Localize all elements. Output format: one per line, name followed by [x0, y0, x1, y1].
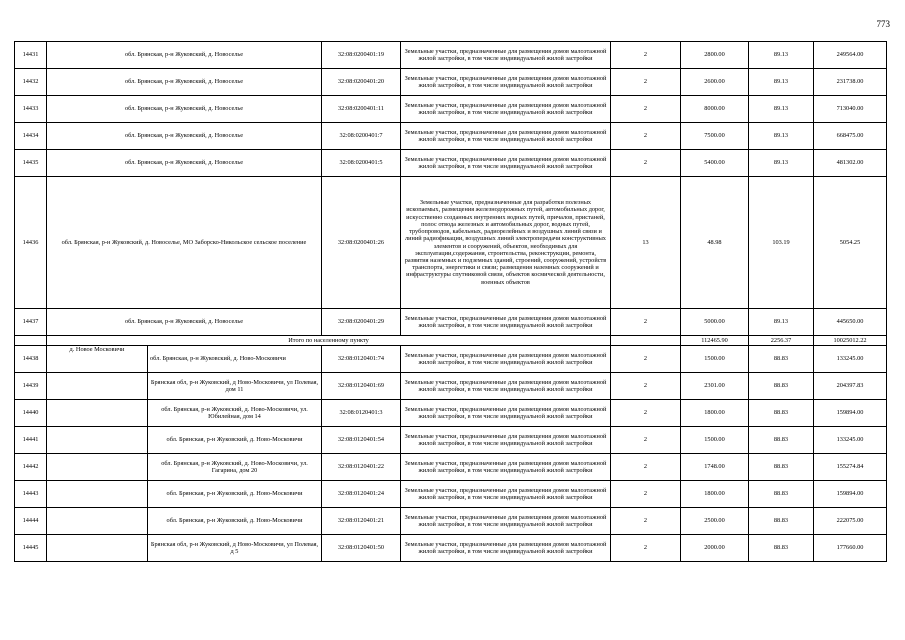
land-use-description: Земельные участки, предназначенные для размещения домов малоэтажной жилой застройки, в том числе индивидуальной жилой застройки [401, 427, 611, 454]
cadastral-value: 159894.00 [814, 400, 887, 427]
land-use-description: Земельные участки, предназначенные для размещения домов малоэтажной жилой застройки, в том числе индивидуальной жилой застройки [401, 96, 611, 123]
area-value: 1800.00 [681, 481, 749, 508]
rate-value: 88.83 [749, 427, 814, 454]
group-number: 2 [611, 481, 681, 508]
locality-blank-cell [47, 454, 148, 481]
table-row [15, 346, 887, 373]
address-cell: обл. Брянская, р-н Жуковский, д. Новоселье [47, 150, 322, 177]
row-number: 14440 [15, 400, 47, 427]
table-row [15, 69, 887, 96]
cadastral-value: 133245.00 [814, 346, 887, 373]
group-number: 2 [611, 309, 681, 336]
cadastral-value: 249564.00 [814, 42, 887, 69]
row-number: 14437 [15, 309, 47, 336]
row-number: 14444 [15, 508, 47, 535]
land-register-table [14, 41, 887, 562]
area-value: 8000.00 [681, 96, 749, 123]
area-value: 2301.00 [681, 373, 749, 400]
locality-blank-cell [47, 427, 148, 454]
total-area: 112465.90 [681, 336, 749, 346]
group-number: 2 [611, 150, 681, 177]
land-use-description: Земельные участки, предназначенные для размещения домов малоэтажной жилой застройки, в том числе индивидуальной жилой застройки [401, 150, 611, 177]
total-row [15, 336, 887, 346]
group-number: 2 [611, 373, 681, 400]
area-value: 5000.00 [681, 309, 749, 336]
cadastral-value: 133245.00 [814, 427, 887, 454]
locality-blank-cell [47, 508, 148, 535]
table-row [15, 42, 887, 69]
cadastral-value: 481302.00 [814, 150, 887, 177]
table-row [15, 535, 887, 562]
group-number: 2 [611, 454, 681, 481]
row-number: 14436 [15, 177, 47, 309]
land-use-description: Земельные участки, предназначенные для размещения домов малоэтажной жилой застройки, в том числе индивидуальной жилой застройки [401, 123, 611, 150]
locality-blank-cell [47, 535, 148, 562]
cadastral-value: 231738.00 [814, 69, 887, 96]
table-row [15, 177, 887, 309]
cadastral-value: 445650.00 [814, 309, 887, 336]
rate-value: 88.83 [749, 346, 814, 373]
rate-value: 88.83 [749, 454, 814, 481]
group-number: 2 [611, 427, 681, 454]
total-blank-cell [15, 336, 47, 346]
group-number: 13 [611, 177, 681, 309]
table-row [15, 454, 887, 481]
address-cell: обл. Брянская, р-н Жуковский, д. Ново-Московичи [148, 508, 322, 535]
land-use-description: Земельные участки, предназначенные для размещения домов малоэтажной жилой застройки, в том числе индивидуальной жилой застройки [401, 346, 611, 373]
rate-value: 89.13 [749, 309, 814, 336]
table-row [15, 96, 887, 123]
row-number: 14442 [15, 454, 47, 481]
address-cell: Брянская обл, р-н Жуковский, д Ново-Московичи, ул Полевая, д 5 [148, 535, 322, 562]
group-number: 2 [611, 96, 681, 123]
rate-value: 88.83 [749, 481, 814, 508]
group-number: 2 [611, 69, 681, 96]
cadastral-number: 32:08:0120401:69 [322, 373, 401, 400]
row-number: 14433 [15, 96, 47, 123]
cadastral-value: 668475.00 [814, 123, 887, 150]
group-number: 2 [611, 400, 681, 427]
area-value: 1500.00 [681, 346, 749, 373]
rate-value: 88.83 [749, 535, 814, 562]
cadastral-number: 32:08:0120401:3 [322, 400, 401, 427]
locality-blank-cell [47, 481, 148, 508]
address-cell: обл. Брянская, р-н Жуковский, д. Новоселье [47, 96, 322, 123]
table-row [15, 150, 887, 177]
row-number: 14435 [15, 150, 47, 177]
rate-value: 88.83 [749, 508, 814, 535]
group-number: 2 [611, 346, 681, 373]
rate-value: 88.83 [749, 400, 814, 427]
land-use-description: Земельные участки, предназначенные для разработки полезных ископаемых, размещения железнодорожных путей, автомобильных дорог, искусственно созданных внутренних водных путей, причалов, пристаней, полос отвода железных и автомобильных дорог, водных путей, трубопроводов, кабельных, радиорелейных и воздушных линий связи и линий радиофикации, воздушных линий электропередачи конструктивных элементов и сооружений, объектов, необходимых для эксплуатации,содержания, строительства, реконструкции, ремонта, развития наземных и подземных зданий, строений, сооружений, устройств транспорта, энергетики и связи; размещения наземных сооружений и инфраструктуры спутниковой связи, объектов космической деятельности, военных объектов [401, 177, 611, 309]
area-value: 1748.00 [681, 454, 749, 481]
address-cell: обл. Брянская, р-н Жуковский, д. Ново-Московичи, ул. Юбилейная, дом 14 [148, 400, 322, 427]
land-use-description: Земельные участки, предназначенные для размещения домов малоэтажной жилой застройки, в том числе индивидуальной жилой застройки [401, 309, 611, 336]
group-number: 2 [611, 535, 681, 562]
area-value: 2500.00 [681, 508, 749, 535]
area-value: 48.98 [681, 177, 749, 309]
rate-value: 89.13 [749, 96, 814, 123]
land-use-description: Земельные участки, предназначенные для размещения домов малоэтажной жилой застройки, в том числе индивидуальной жилой застройки [401, 508, 611, 535]
land-use-description: Земельные участки, предназначенные для размещения домов малоэтажной жилой застройки, в том числе индивидуальной жилой застройки [401, 400, 611, 427]
rate-value: 89.13 [749, 150, 814, 177]
row-number: 14439 [15, 373, 47, 400]
cadastral-number: 32:08:0120401:22 [322, 454, 401, 481]
table-row [15, 427, 887, 454]
area-value: 2800.00 [681, 42, 749, 69]
total-value: 10025012.22 [814, 336, 887, 346]
land-use-description: Земельные участки, предназначенные для размещения домов малоэтажной жилой застройки, в том числе индивидуальной жилой застройки [401, 454, 611, 481]
row-number: 14438 [15, 346, 47, 373]
table-row [15, 373, 887, 400]
total-blank-cell [611, 336, 681, 346]
cadastral-number: 32:08:0120401:54 [322, 427, 401, 454]
cadastral-number: 32:08:0120401:21 [322, 508, 401, 535]
cadastral-number: 32:08:0120401:50 [322, 535, 401, 562]
cadastral-number: 32:08:0200401:26 [322, 177, 401, 309]
rate-value: 89.13 [749, 69, 814, 96]
row-number: 14431 [15, 42, 47, 69]
cadastral-number: 32:08:0200401:7 [322, 123, 401, 150]
cadastral-number: 32:08:0200401:19 [322, 42, 401, 69]
address-cell: обл. Брянская, р-н Жуковский, д. Ново-Московичи [148, 481, 322, 508]
cadastral-value: 155274.84 [814, 454, 887, 481]
row-number: 14445 [15, 535, 47, 562]
area-value: 1800.00 [681, 400, 749, 427]
table-row [15, 508, 887, 535]
address-cell: Брянская обл, р-н Жуковский, д Ново-Московичи, ул Полевая, дом 11 [148, 373, 322, 400]
table-row [15, 123, 887, 150]
address-cell: обл. Брянская, р-н Жуковский, д. Новоселье, МО Заборско-Никольское сельское поселение [47, 177, 322, 309]
address-cell: обл. Брянская, р-н Жуковский, д. Новоселье [47, 123, 322, 150]
area-value: 5400.00 [681, 150, 749, 177]
cadastral-number: 32:08:0200401:29 [322, 309, 401, 336]
cadastral-value: 159894.00 [814, 481, 887, 508]
table-row [15, 400, 887, 427]
row-number: 14434 [15, 123, 47, 150]
land-use-description: Земельные участки, предназначенные для размещения домов малоэтажной жилой застройки, в том числе индивидуальной жилой застройки [401, 373, 611, 400]
row-number: 14432 [15, 69, 47, 96]
table-row [15, 309, 887, 336]
address-cell: обл. Брянская, р-н Жуковский, д. Новоселье [47, 309, 322, 336]
group-number: 2 [611, 508, 681, 535]
land-use-description: Земельные участки, предназначенные для размещения домов малоэтажной жилой застройки, в том числе индивидуальной жилой застройки [401, 69, 611, 96]
total-rate: 2256.37 [749, 336, 814, 346]
rate-value: 103.19 [749, 177, 814, 309]
total-label: Итого по населенному пункту [47, 336, 611, 346]
locality-blank-cell [47, 373, 148, 400]
address-cell: обл. Брянская, р-н Жуковский, д. Новоселье [47, 69, 322, 96]
rate-value: 89.13 [749, 123, 814, 150]
cadastral-value: 5054.25 [814, 177, 887, 309]
page-number: 773 [876, 19, 890, 29]
cadastral-number: 32:08:0120401:74 [322, 346, 401, 373]
row-number: 14441 [15, 427, 47, 454]
area-value: 2000.00 [681, 535, 749, 562]
group-number: 2 [611, 42, 681, 69]
area-value: 7500.00 [681, 123, 749, 150]
land-use-description: Земельные участки, предназначенные для размещения домов малоэтажной жилой застройки, в том числе индивидуальной жилой застройки [401, 42, 611, 69]
address-cell: обл. Брянская, р-н Жуковский, д. Ново-Московичи [148, 346, 322, 373]
cadastral-value: 177660.00 [814, 535, 887, 562]
land-use-description: Земельные участки, предназначенные для размещения домов малоэтажной жилой застройки, в том числе индивидуальной жилой застройки [401, 535, 611, 562]
locality-blank-cell [47, 400, 148, 427]
cadastral-number: 32:08:0200401:20 [322, 69, 401, 96]
rate-value: 88.83 [749, 373, 814, 400]
area-value: 1500.00 [681, 427, 749, 454]
address-cell: обл. Брянская, р-н Жуковский, д. Новоселье [47, 42, 322, 69]
land-use-description: Земельные участки, предназначенные для размещения домов малоэтажной жилой застройки, в том числе индивидуальной жилой застройки [401, 481, 611, 508]
row-number: 14443 [15, 481, 47, 508]
cadastral-value: 222075.00 [814, 508, 887, 535]
address-cell: обл. Брянская, р-н Жуковский, д. Ново-Московичи [148, 427, 322, 454]
cadastral-number: 32:08:0200401:11 [322, 96, 401, 123]
address-cell: обл. Брянская, р-н Жуковский, д. Ново-Московичи, ул. Гагарина, дом 20 [148, 454, 322, 481]
table-row [15, 481, 887, 508]
cadastral-value: 204397.83 [814, 373, 887, 400]
cadastral-number: 32:08:0200401:5 [322, 150, 401, 177]
locality-heading: д. Новое Московичи [47, 346, 148, 373]
cadastral-number: 32:08:0120401:24 [322, 481, 401, 508]
area-value: 2600.00 [681, 69, 749, 96]
group-number: 2 [611, 123, 681, 150]
rate-value: 89.13 [749, 42, 814, 69]
cadastral-value: 713040.00 [814, 96, 887, 123]
